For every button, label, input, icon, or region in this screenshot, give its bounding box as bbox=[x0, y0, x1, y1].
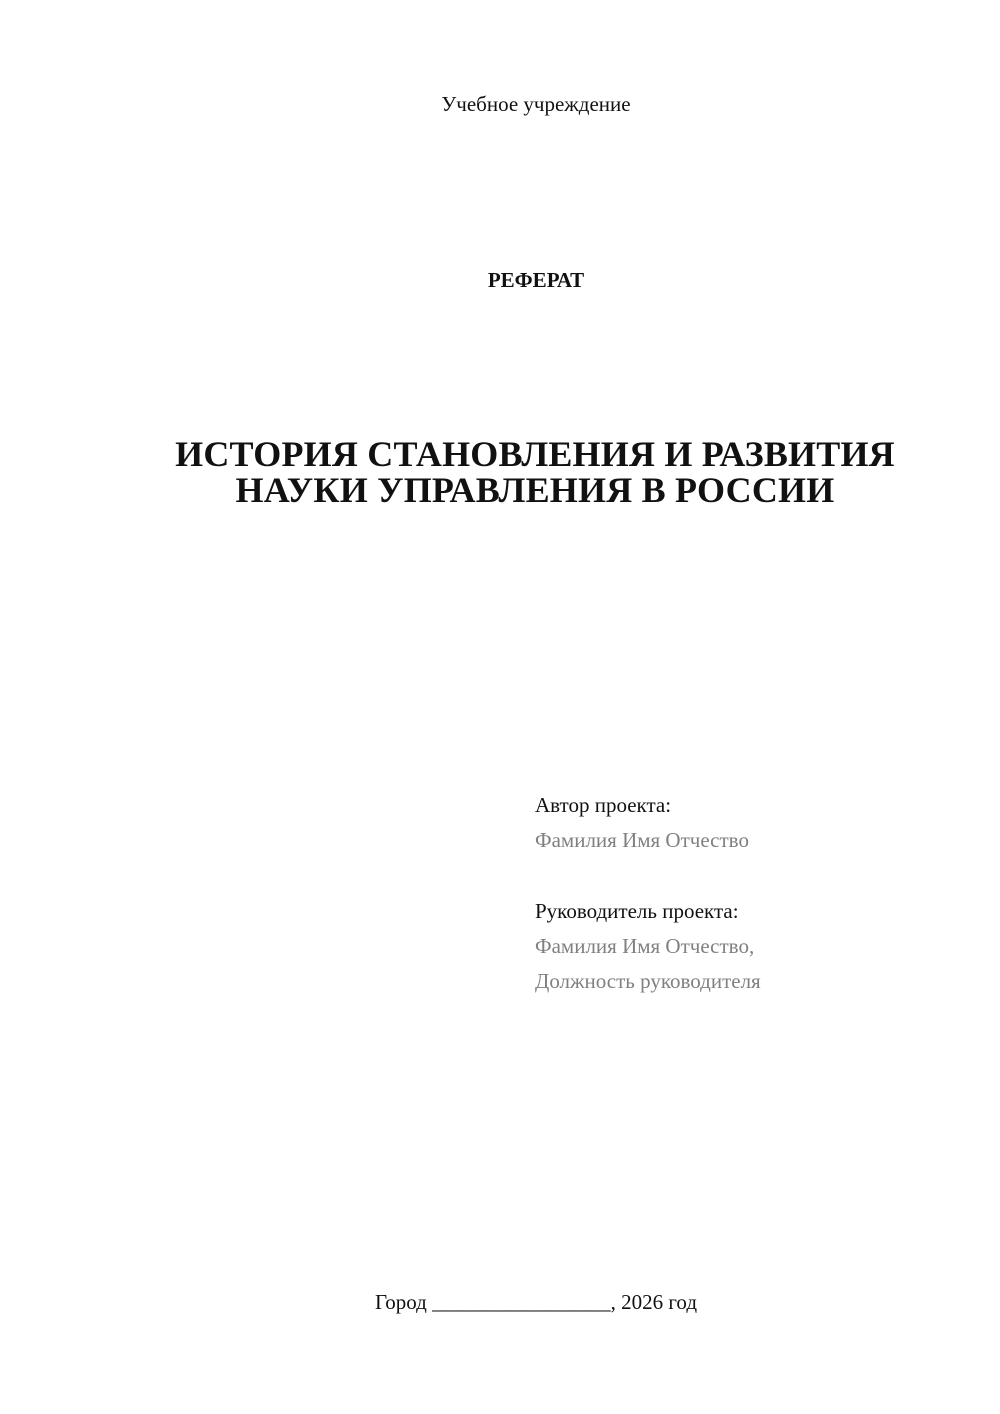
credits-spacer bbox=[535, 858, 975, 894]
city-year-line: Город _________________, 2026 год bbox=[374, 1290, 698, 1314]
author-label: Автор проекта: bbox=[535, 793, 672, 817]
credits-block bbox=[535, 788, 975, 999]
author-name: Фамилия Имя Отчество bbox=[535, 828, 749, 852]
supervisor-position: Должность руководителя bbox=[535, 969, 761, 993]
document-title-line-1: ИСТОРИЯ СТАНОВЛЕНИЯ И РАЗВИТИЯ bbox=[175, 434, 895, 474]
document-title bbox=[100, 436, 970, 508]
institution-name: Учебное учреждение bbox=[441, 92, 631, 116]
supervisor-label: Руководитель проекта: bbox=[535, 899, 739, 923]
document-title-line-2: НАУКИ УПРАВЛЕНИЯ В РОССИИ bbox=[235, 470, 835, 510]
document-type: РЕФЕРАТ bbox=[487, 268, 585, 292]
supervisor-name: Фамилия Имя Отчество, bbox=[535, 934, 755, 958]
